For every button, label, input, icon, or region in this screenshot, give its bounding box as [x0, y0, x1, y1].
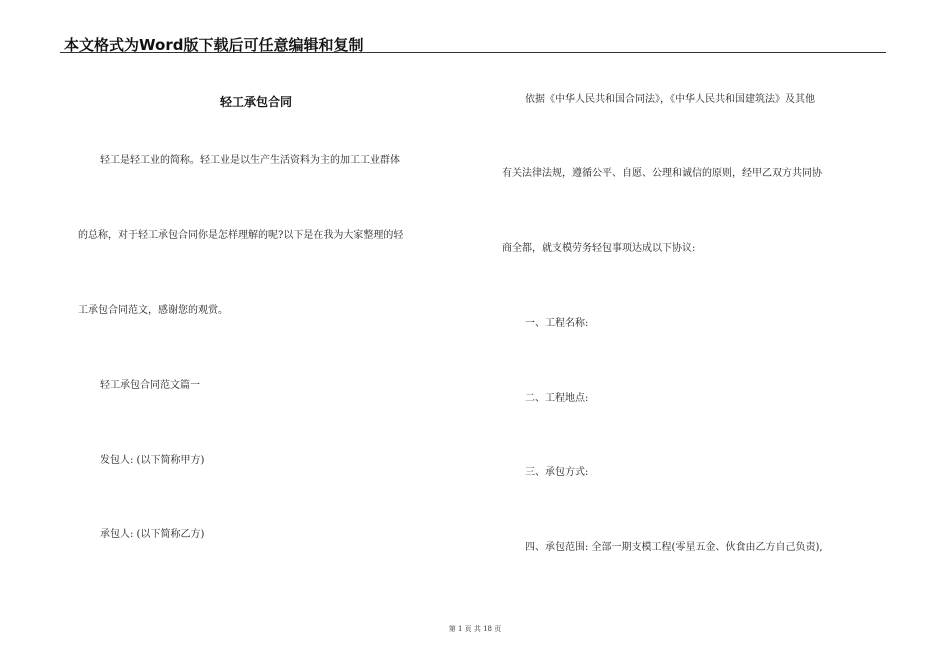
contract-party-line: 承包人: (以下简称乙方)	[100, 529, 205, 540]
clause-line: 四、承包范围: 全部一期支模工程(零星五金、伙食由乙方自己负责),	[525, 542, 823, 553]
document-title: 轻工承包合同	[220, 95, 293, 109]
paragraph-line: 的总称，对于轻工承包合同你是怎样理解的呢?以下是在我为大家整理的轻	[78, 230, 404, 241]
page-header-title: 本文格式为Word版下载后可任意编辑和复制	[64, 36, 364, 54]
paragraph-line: 有关法律法规，遵循公平、自愿、公理和诚信的原则，经甲乙双方共同协	[502, 168, 822, 179]
paragraph-line: 商全都，就支模劳务轻包事项达成以下协议:	[502, 243, 696, 254]
clause-line: 二、工程地点:	[525, 393, 589, 404]
page-number-footer: 第 1 页 共 18 页	[448, 625, 502, 633]
header-rule	[60, 52, 886, 53]
clause-line: 一、工程名称:	[525, 318, 589, 329]
paragraph-line: 轻工是轻工业的简称。轻工业是以生产生活资料为主的加工工业群体	[100, 155, 400, 166]
paragraph-line: 工承包合同范文，感谢您的观赏。	[78, 305, 228, 316]
clause-line: 三、承包方式:	[525, 467, 589, 478]
section-heading: 轻工承包合同范文篇一	[100, 380, 200, 391]
contract-party-line: 发包人: (以下简称甲方)	[100, 455, 205, 466]
paragraph-line: 依据《中华人民共和国合同法》，《中华人民共和国建筑法》及其他	[525, 94, 815, 105]
